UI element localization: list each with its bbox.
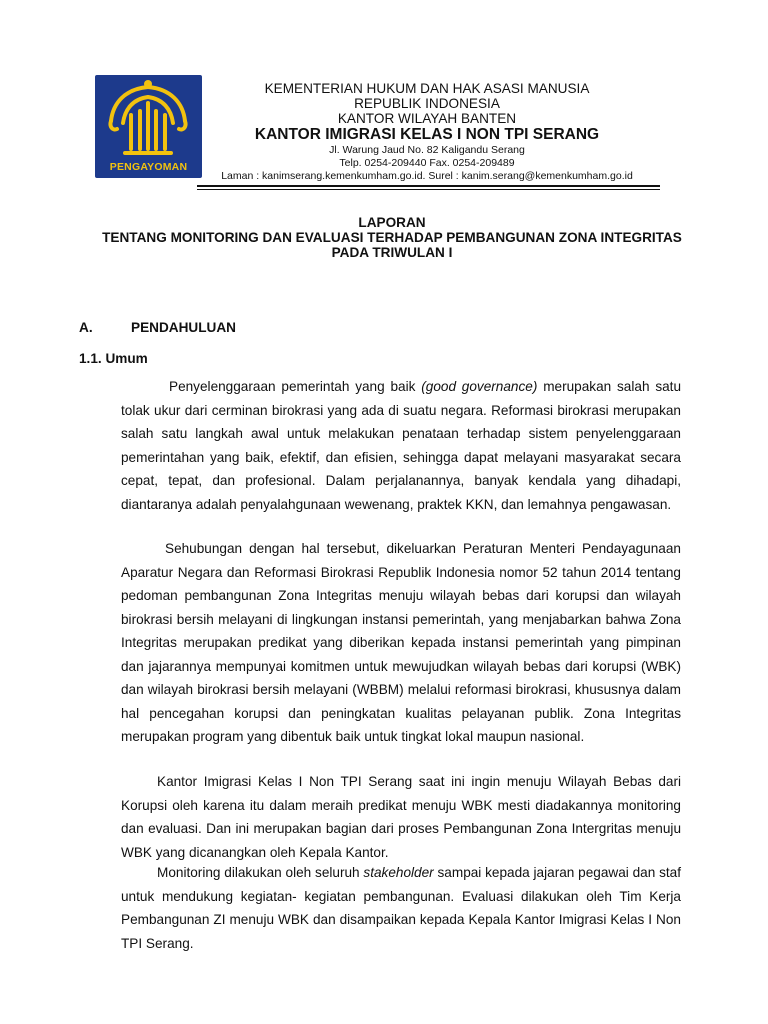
paragraph-4-text-cont: sampai kepada jajaran pegawai dan staf untuk mendukung kegiatan- kegiatan pembangunan. Evaluasi dilakukan oleh Tim Kerja Pembangunan ZI menuju WBK dan disampaikan kepada Kepala Kantor Imigrasi Kelas I Non TPI Serang. — [121, 865, 681, 951]
paragraph-4-italic: stakeholder — [363, 865, 434, 880]
regional-office: KANTOR WILAYAH BANTEN — [337, 111, 517, 126]
paragraph-4-text: Monitoring dilakukan oleh seluruh — [157, 865, 364, 880]
report-subtitle: TENTANG MONITORING DAN EVALUASI TERHADAP PEMBANGUNAN ZONA INTEGRITAS — [102, 230, 682, 245]
paragraph-1-text-cont: merupakan salah satu tolak ukur dari cerminan birokrasi yang ada di suatu negara. Reformasi birokrasi merupakan salah satu langkah awal untuk melakukan penataan terhadap sistem penyelenggaraan pemerintahan yang baik, efektif, dan efisien, sehingga dapat melayani masyarakat secara cepat, tepat, dan profesional. Dalam perjalanannya, banyak kendala yang dihadapi, diantaranya adalah penyalahgunaan wewenang, praktek KKN, dan lemahnya pengawasan. — [121, 379, 682, 512]
pengayoman-tree-icon — [95, 75, 202, 165]
logo-label: PENGAYOMAN — [109, 161, 188, 173]
office-address: Jl. Warung Jaud No. 82 Kaligandu Serang — [329, 144, 525, 156]
report-title: LAPORAN — [358, 215, 426, 230]
section-heading: PENDAHULUAN — [131, 320, 236, 335]
paragraph-1 — [121, 375, 681, 516]
office-name: KANTOR IMIGRASI KELAS I NON TPI SERANG — [254, 126, 600, 143]
ministry-name: KEMENTERIAN HUKUM DAN HAK ASASI MANUSIA — [264, 81, 590, 96]
paragraph-2: Sehubungan dengan hal tersebut, dikeluarkan Peraturan Menteri Pendayagunaan Aparatur Negara dan Reformasi Birokrasi Republik Indonesia nomor 52 tahun 2014 tentang pedoman pembangunan Zona Integritas menuju wilayah bebas dari korupsi dan wilayah birokrasi bersih melayani di lingkungan instansi pemerintah, yang menjabarkan bahwa Zona Integritas merupakan predikat yang diberikan kepada instansi pemerintah yang pimpinan dan jajarannya mempunyai komitmen untuk mewujudkan wilayah bebas dari korupsi (WBK) dan wilayah birokrasi bersih melayani (WBBM) melalui reformasi birokrasi, khususnya dalam hal pencegahan korupsi dan peningkatan kualitas pelayanan publik. Zona Integritas merupakan program yang dibentuk baik untuk tingkat lokal maupun nasional. — [121, 541, 681, 744]
letterhead-rule-thin — [197, 189, 660, 190]
paragraph-4 — [121, 861, 681, 955]
report-period: PADA TRIWULAN I — [331, 245, 453, 260]
letterhead-rule-thick — [197, 185, 660, 187]
office-web-email: Laman : kanimserang.kemenkumham.go.id. Surel : kanim.serang@kemenkumham.go.id — [221, 170, 633, 182]
country-name: REPUBLIK INDONESIA — [354, 96, 500, 111]
paragraph-1-text: Penyelenggaraan pemerintah yang baik — [169, 379, 422, 394]
office-phone: Telp. 0254-209440 Fax. 0254-209489 — [339, 157, 515, 169]
paragraph-3: Kantor Imigrasi Kelas I Non TPI Serang saat ini ingin menuju Wilayah Bebas dari Korupsi oleh karena itu dalam meraih predikat menuju WBK mesti diadakannya monitoring dan evaluasi. Dan ini merupakan bagian dari proses Pembangunan Zona Intergritas menuju WBK yang dicanangkan oleh Kepala Kantor. — [121, 774, 681, 860]
ministry-logo — [95, 75, 202, 178]
paragraph-1-italic: (good governance) — [421, 379, 538, 394]
section-number: A. — [79, 320, 93, 335]
subsection-heading: 1.1. Umum — [79, 351, 148, 366]
